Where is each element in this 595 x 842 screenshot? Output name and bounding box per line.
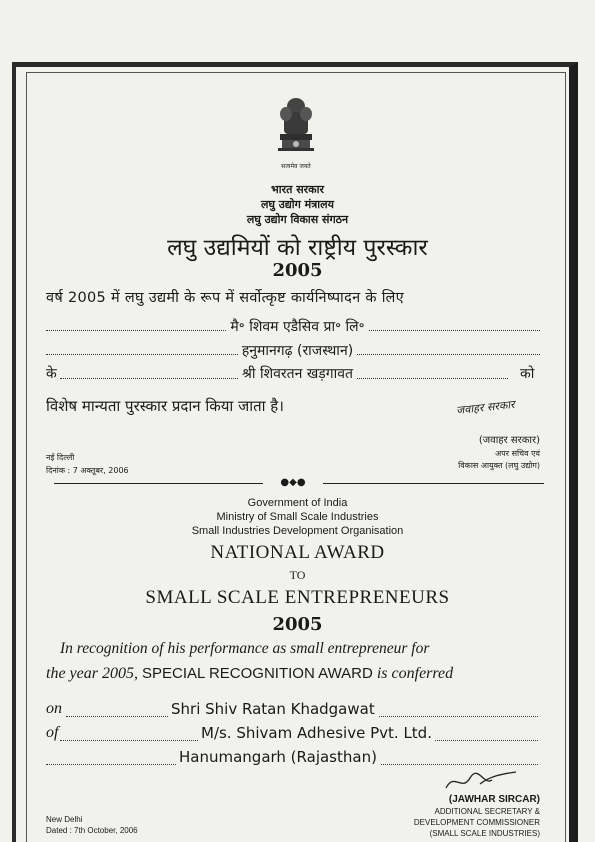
english-org-line3: Small Industries Development Organisation [191, 525, 404, 537]
hindi-recipient: श्री शिवरतन खड़गावत [239, 366, 356, 382]
english-citation-pre: the year 2005, [46, 665, 138, 682]
english-place: Hanumangarh (Rajasthan) [176, 748, 380, 766]
hindi-suffix-ko: को [520, 366, 535, 382]
hindi-org-line1: भारत सरकार [271, 183, 324, 196]
english-place-row [176, 747, 380, 766]
english-signatory-name: (JAWHAR SIRCAR) [448, 794, 540, 805]
english-signatory-title1: ADDITIONAL SECRETARY & [434, 807, 540, 816]
hindi-place-row [30, 340, 565, 360]
english-signatory-title2: DEVELOPMENT COMMISSIONER [413, 818, 540, 827]
hindi-prefix-ke: के [46, 366, 57, 382]
english-signature-icon [440, 768, 520, 796]
english-company-row [198, 723, 435, 742]
hindi-signatory-name: (जवाहर सरकार) [478, 435, 540, 446]
hindi-company: मै॰ शिवम एडैसिव प्रा॰ लि॰ [227, 319, 367, 335]
english-recipient-row [168, 699, 378, 718]
hindi-recipient-row [30, 363, 565, 383]
hindi-signatory-title2: विकास आयुक्त (लघु उद्योग) [458, 461, 540, 470]
hindi-org-line2: लघु उद्योग मंत्रालय [261, 198, 334, 211]
emblem-motto: सत्यमेव जयते [281, 163, 311, 170]
english-city: New Delhi [46, 815, 83, 824]
english-signatory-title3: (SMALL SCALE INDUSTRIES) [429, 829, 540, 838]
hindi-company-row [30, 316, 565, 336]
english-award-name: SPECIAL RECOGNITION AWARD [141, 665, 373, 682]
english-on-label: on [46, 700, 62, 717]
hindi-award-title: लघु उद्यमियों को राष्ट्रीय पुरस्कार [167, 235, 428, 261]
english-org-line1: Government of India [247, 497, 348, 509]
english-citation-line2 [46, 665, 556, 683]
hindi-citation-line1: वर्ष 2005 में लघु उद्यमी के रूप में सर्वोत्कृष्ट कार्यनिष्पादन के लिए [46, 290, 404, 306]
national-emblem-icon [270, 92, 322, 166]
hindi-org-line3: लघु उद्योग विकास संगठन [246, 213, 349, 226]
english-year: 2005 [272, 614, 323, 635]
hindi-city: नई दिल्ली [46, 453, 75, 462]
english-recipient: Shri Shiv Ratan Khadgawat [168, 700, 378, 718]
english-title1: NATIONAL AWARD [210, 542, 385, 563]
english-company: M/s. Shivam Adhesive Pvt. Ltd. [198, 724, 435, 742]
english-title3: SMALL SCALE ENTREPRENEURS [145, 587, 450, 608]
english-org-line2: Ministry of Small Scale Industries [216, 511, 379, 523]
hindi-citation-final: विशेष मान्यता पुरस्कार प्रदान किया जाता है। [46, 397, 284, 415]
hindi-award-year: 2005 [272, 260, 323, 281]
english-citation-post: is conferred [376, 665, 454, 682]
english-title2: TO [289, 568, 306, 582]
english-citation-line1: In recognition of his performance as small entrepreneur for [60, 640, 430, 657]
divider-ornament-icon: ●◆● [263, 477, 323, 489]
english-date: Dated : 7th October, 2006 [46, 826, 138, 835]
hindi-signatory-title1: अपर सचिव एवं [495, 449, 540, 458]
hindi-place: हनुमानगढ़ (राजस्थान) [239, 343, 356, 359]
hindi-date: दिनांक : 7 अक्तूबर, 2006 [46, 466, 129, 475]
english-of-label: of [46, 724, 59, 741]
hindi-signature: जवाहर सरकार [455, 397, 516, 418]
